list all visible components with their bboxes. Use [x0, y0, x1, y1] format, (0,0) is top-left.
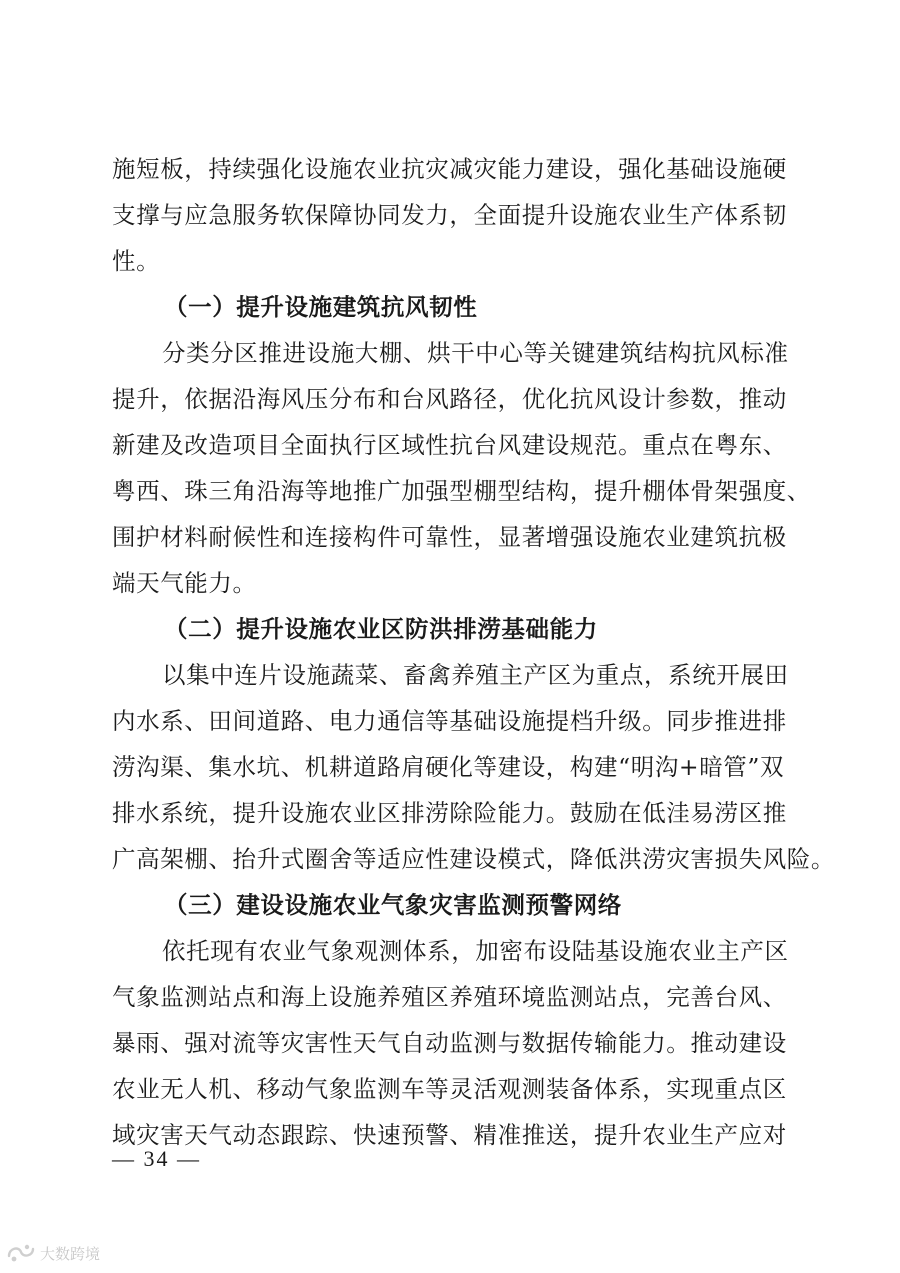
heading-text: （一）提升设施建筑抗风韧性 [164, 293, 478, 321]
page-number: — 34 — [112, 1146, 201, 1171]
text-line: 新建及改造项目全面执行区域性抗台风建设规范。重点在粤东、 [112, 431, 787, 459]
section-1-paragraph [112, 330, 811, 606]
text-line: 排水系统，提升设施农业区排涝除险能力。鼓励在低洼易涝区推 [112, 799, 787, 827]
text-line: 暴雨、强对流等灾害性天气自动监测与数据传输能力。推动建设 [112, 1029, 787, 1057]
text-line: 性。 [112, 247, 161, 275]
text-line: 施短板，持续强化设施农业抗灾减灾能力建设，强化基础设施硬 [112, 155, 787, 183]
section-2-heading [112, 606, 792, 652]
section-1-heading [112, 284, 792, 330]
heading-text: （二）提升设施农业区防洪排涝基础能力 [164, 615, 598, 643]
text-line: 支撑与应急服务软保障协同发力，全面提升设施农业生产体系韧 [112, 201, 787, 229]
watermark-text: 大数跨境 [40, 1244, 101, 1263]
text-line: 粤西、珠三角沿海等地推广加强型棚型结构，提升棚体骨架强度、 [112, 477, 811, 505]
text-line: 广高架棚、抬升式圈舍等适应性建设模式，降低洪涝灾害损失风险。 [112, 845, 835, 873]
text-line: 端天气能力。 [112, 569, 257, 597]
text-line: 农业无人机、移动气象监测车等灵活观测装备体系，实现重点区 [112, 1075, 787, 1103]
brand-logo-icon [6, 1242, 36, 1264]
text-line: 域灾害天气动态跟踪、快速预警、精准推送，提升农业生产应对 [112, 1121, 787, 1149]
text-line: 以集中连片设施蔬菜、畜禽养殖主产区为重点，系统开展田 [162, 661, 789, 689]
paragraph-continuation [112, 146, 792, 284]
text-line: 涝沟渠、集水坑、机耕道路肩硬化等建设，构建“明沟+暗管”双 [112, 753, 785, 781]
text-line: 分类分区推进设施大棚、烘干中心等关键建筑结构抗风标准 [162, 339, 789, 367]
watermark [6, 1240, 100, 1266]
document-body [112, 146, 835, 1158]
heading-text: （三）建设设施农业气象灾害监测预警网络 [164, 891, 622, 919]
text-line: 气象监测站点和海上设施养殖区养殖环境监测站点，完善台风、 [112, 983, 787, 1011]
text-line: 围护材料耐候性和连接构件可靠性，显著增强设施农业建筑抗极 [112, 523, 787, 551]
text-line: 依托现有农业气象观测体系，加密布设陆基设施农业主产区 [162, 937, 789, 965]
section-3-paragraph [112, 928, 792, 1158]
text-line: 内水系、田间道路、电力通信等基础设施提档升级。同步推进排 [112, 707, 787, 735]
section-3-heading [112, 882, 792, 928]
text-line: 提升，依据沿海风压分布和台风路径，优化抗风设计参数，推动 [112, 385, 787, 413]
section-2-paragraph [112, 652, 835, 882]
